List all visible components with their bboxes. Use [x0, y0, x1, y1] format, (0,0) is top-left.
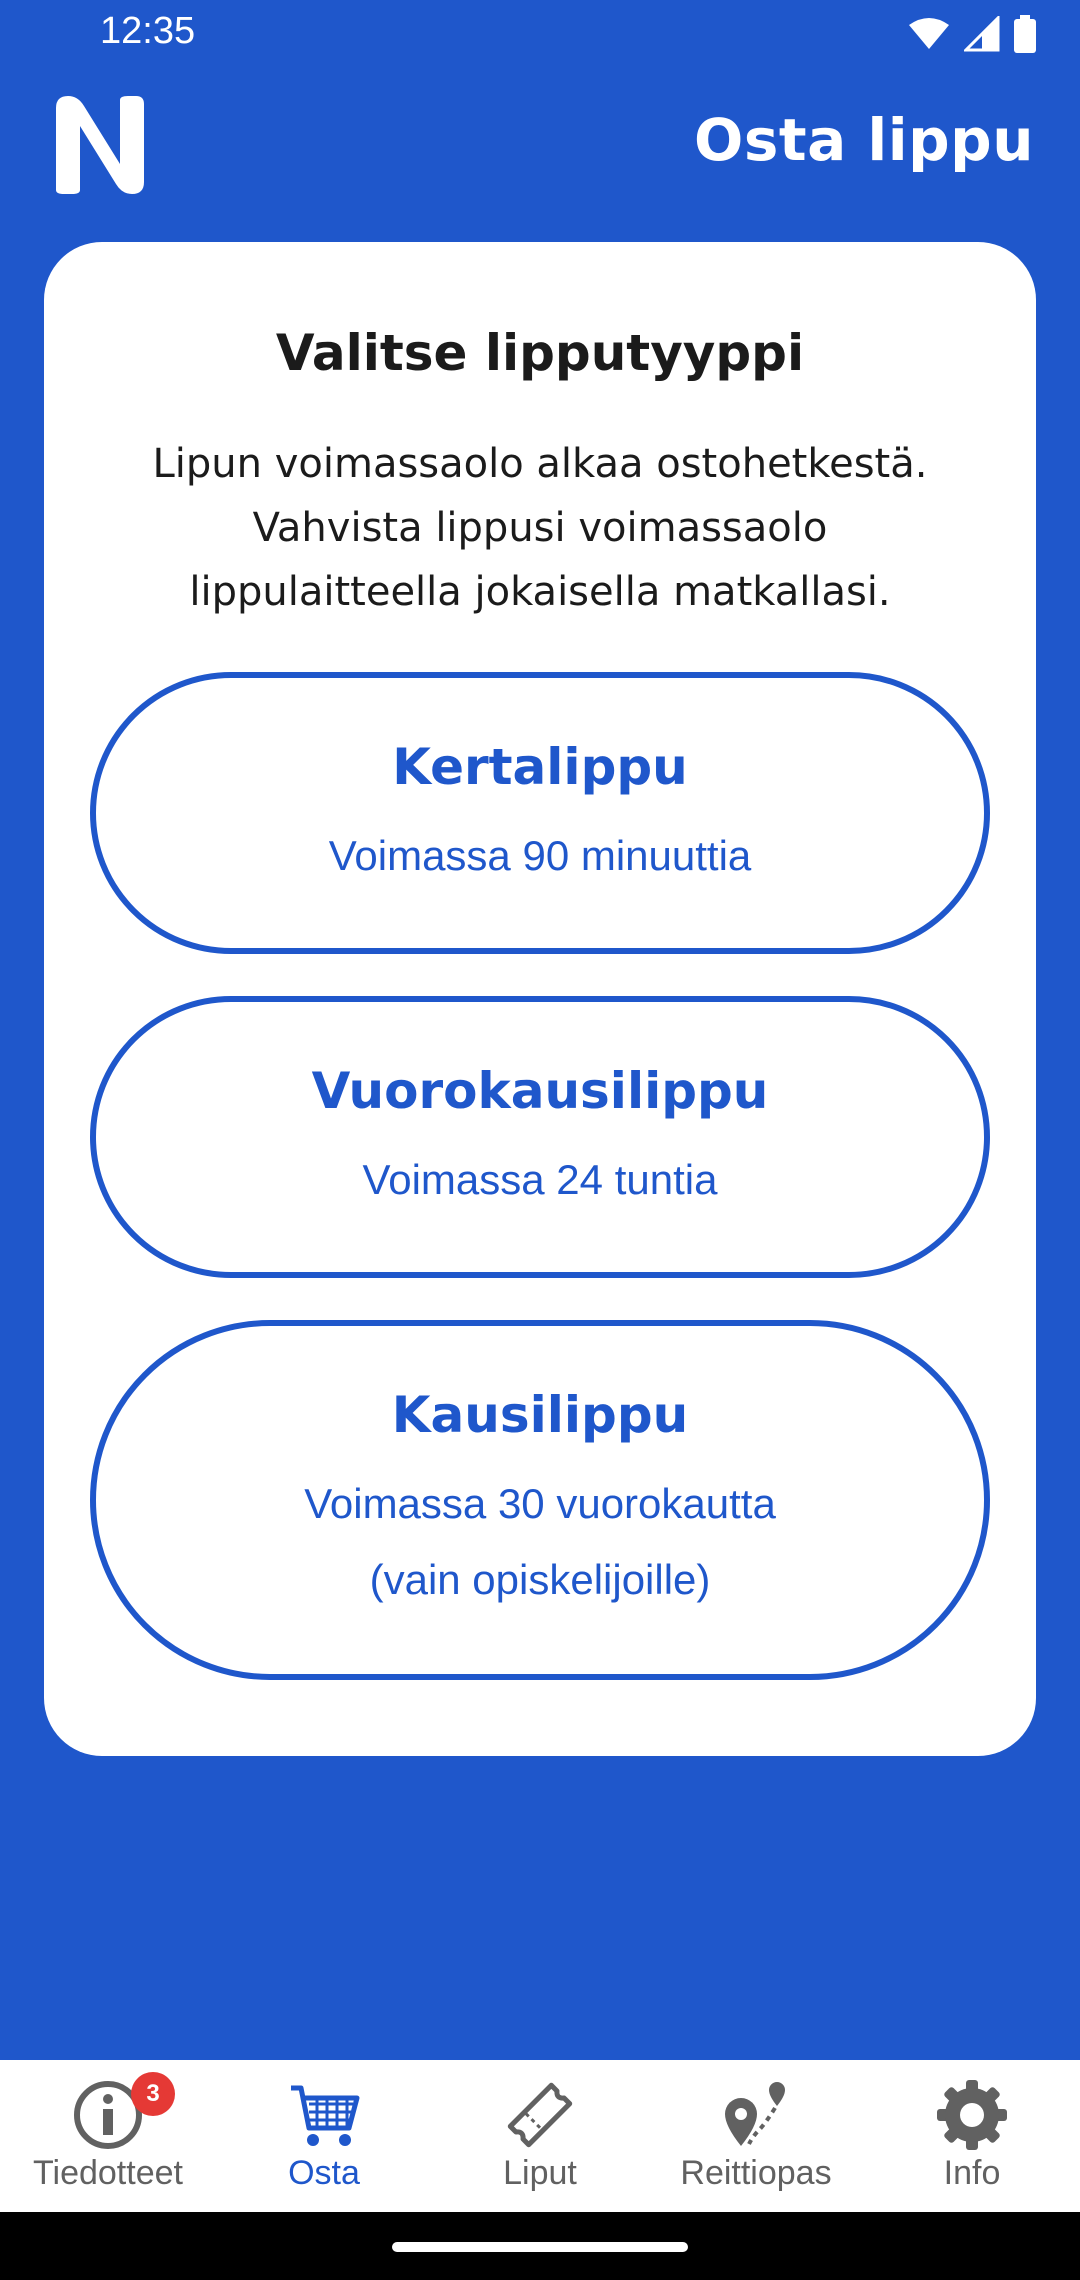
ticket-validity: Voimassa 30 vuorokautta — [304, 1480, 776, 1527]
notification-badge: 3 — [131, 2072, 175, 2116]
status-time: 12:35 — [100, 10, 196, 52]
nav-label: Liput — [503, 2154, 577, 2192]
ticket-name: Kausilippu — [391, 1386, 689, 1444]
single-ticket-button[interactable] — [90, 672, 990, 954]
nav-item-liput[interactable] — [432, 2060, 648, 2212]
home-gesture-handle[interactable] — [392, 2242, 688, 2252]
nav-label: Reittiopas — [680, 2154, 832, 2192]
nav-item-reittiopas[interactable] — [648, 2060, 864, 2212]
day-ticket-button[interactable] — [90, 996, 990, 1278]
description-line: Vahvista lippusi voimassaolo — [252, 505, 828, 551]
ticket-icon — [503, 2078, 577, 2152]
ticket-type-card — [44, 242, 1036, 1756]
nav-label: Osta — [288, 2154, 360, 2192]
nav-label: Info — [943, 2154, 1001, 2192]
system-gesture-bar — [0, 2212, 1080, 2280]
nav-item-osta[interactable] — [216, 2060, 432, 2212]
signal-icon — [964, 16, 1000, 52]
gear-icon — [935, 2078, 1009, 2152]
description-line: Lipun voimassaolo alkaa ostohetkestä. — [152, 441, 928, 487]
nav-item-info[interactable] — [864, 2060, 1080, 2212]
battery-icon — [1014, 15, 1036, 53]
cart-icon — [287, 2078, 361, 2152]
nav-item-tiedotteet[interactable] — [0, 2060, 216, 2212]
info-icon — [71, 2078, 160, 2152]
route-icon — [719, 2078, 793, 2152]
card-description — [84, 432, 996, 624]
wifi-icon — [908, 17, 950, 51]
nav-label: Tiedotteet — [33, 2154, 183, 2192]
bottom-navigation — [0, 2060, 1080, 2212]
ticket-validity: Voimassa 24 tuntia — [362, 1156, 718, 1203]
card-title: Valitse lipputyyppi — [275, 324, 805, 382]
page-title: Osta lippu — [694, 106, 1034, 174]
ticket-restriction: (vain opiskelijoille) — [369, 1556, 711, 1603]
ticket-name: Kertalippu — [392, 738, 688, 796]
app-header — [0, 66, 1080, 236]
description-line: lippulaitteella jokaisella matkallasi. — [189, 569, 891, 615]
season-ticket-button[interactable] — [90, 1320, 990, 1680]
ticket-validity: Voimassa 90 minuuttia — [328, 832, 752, 879]
ticket-name: Vuorokausilippu — [311, 1062, 769, 1120]
app-logo-icon — [42, 86, 156, 200]
status-icons — [908, 14, 1036, 54]
status-bar — [0, 0, 1080, 66]
